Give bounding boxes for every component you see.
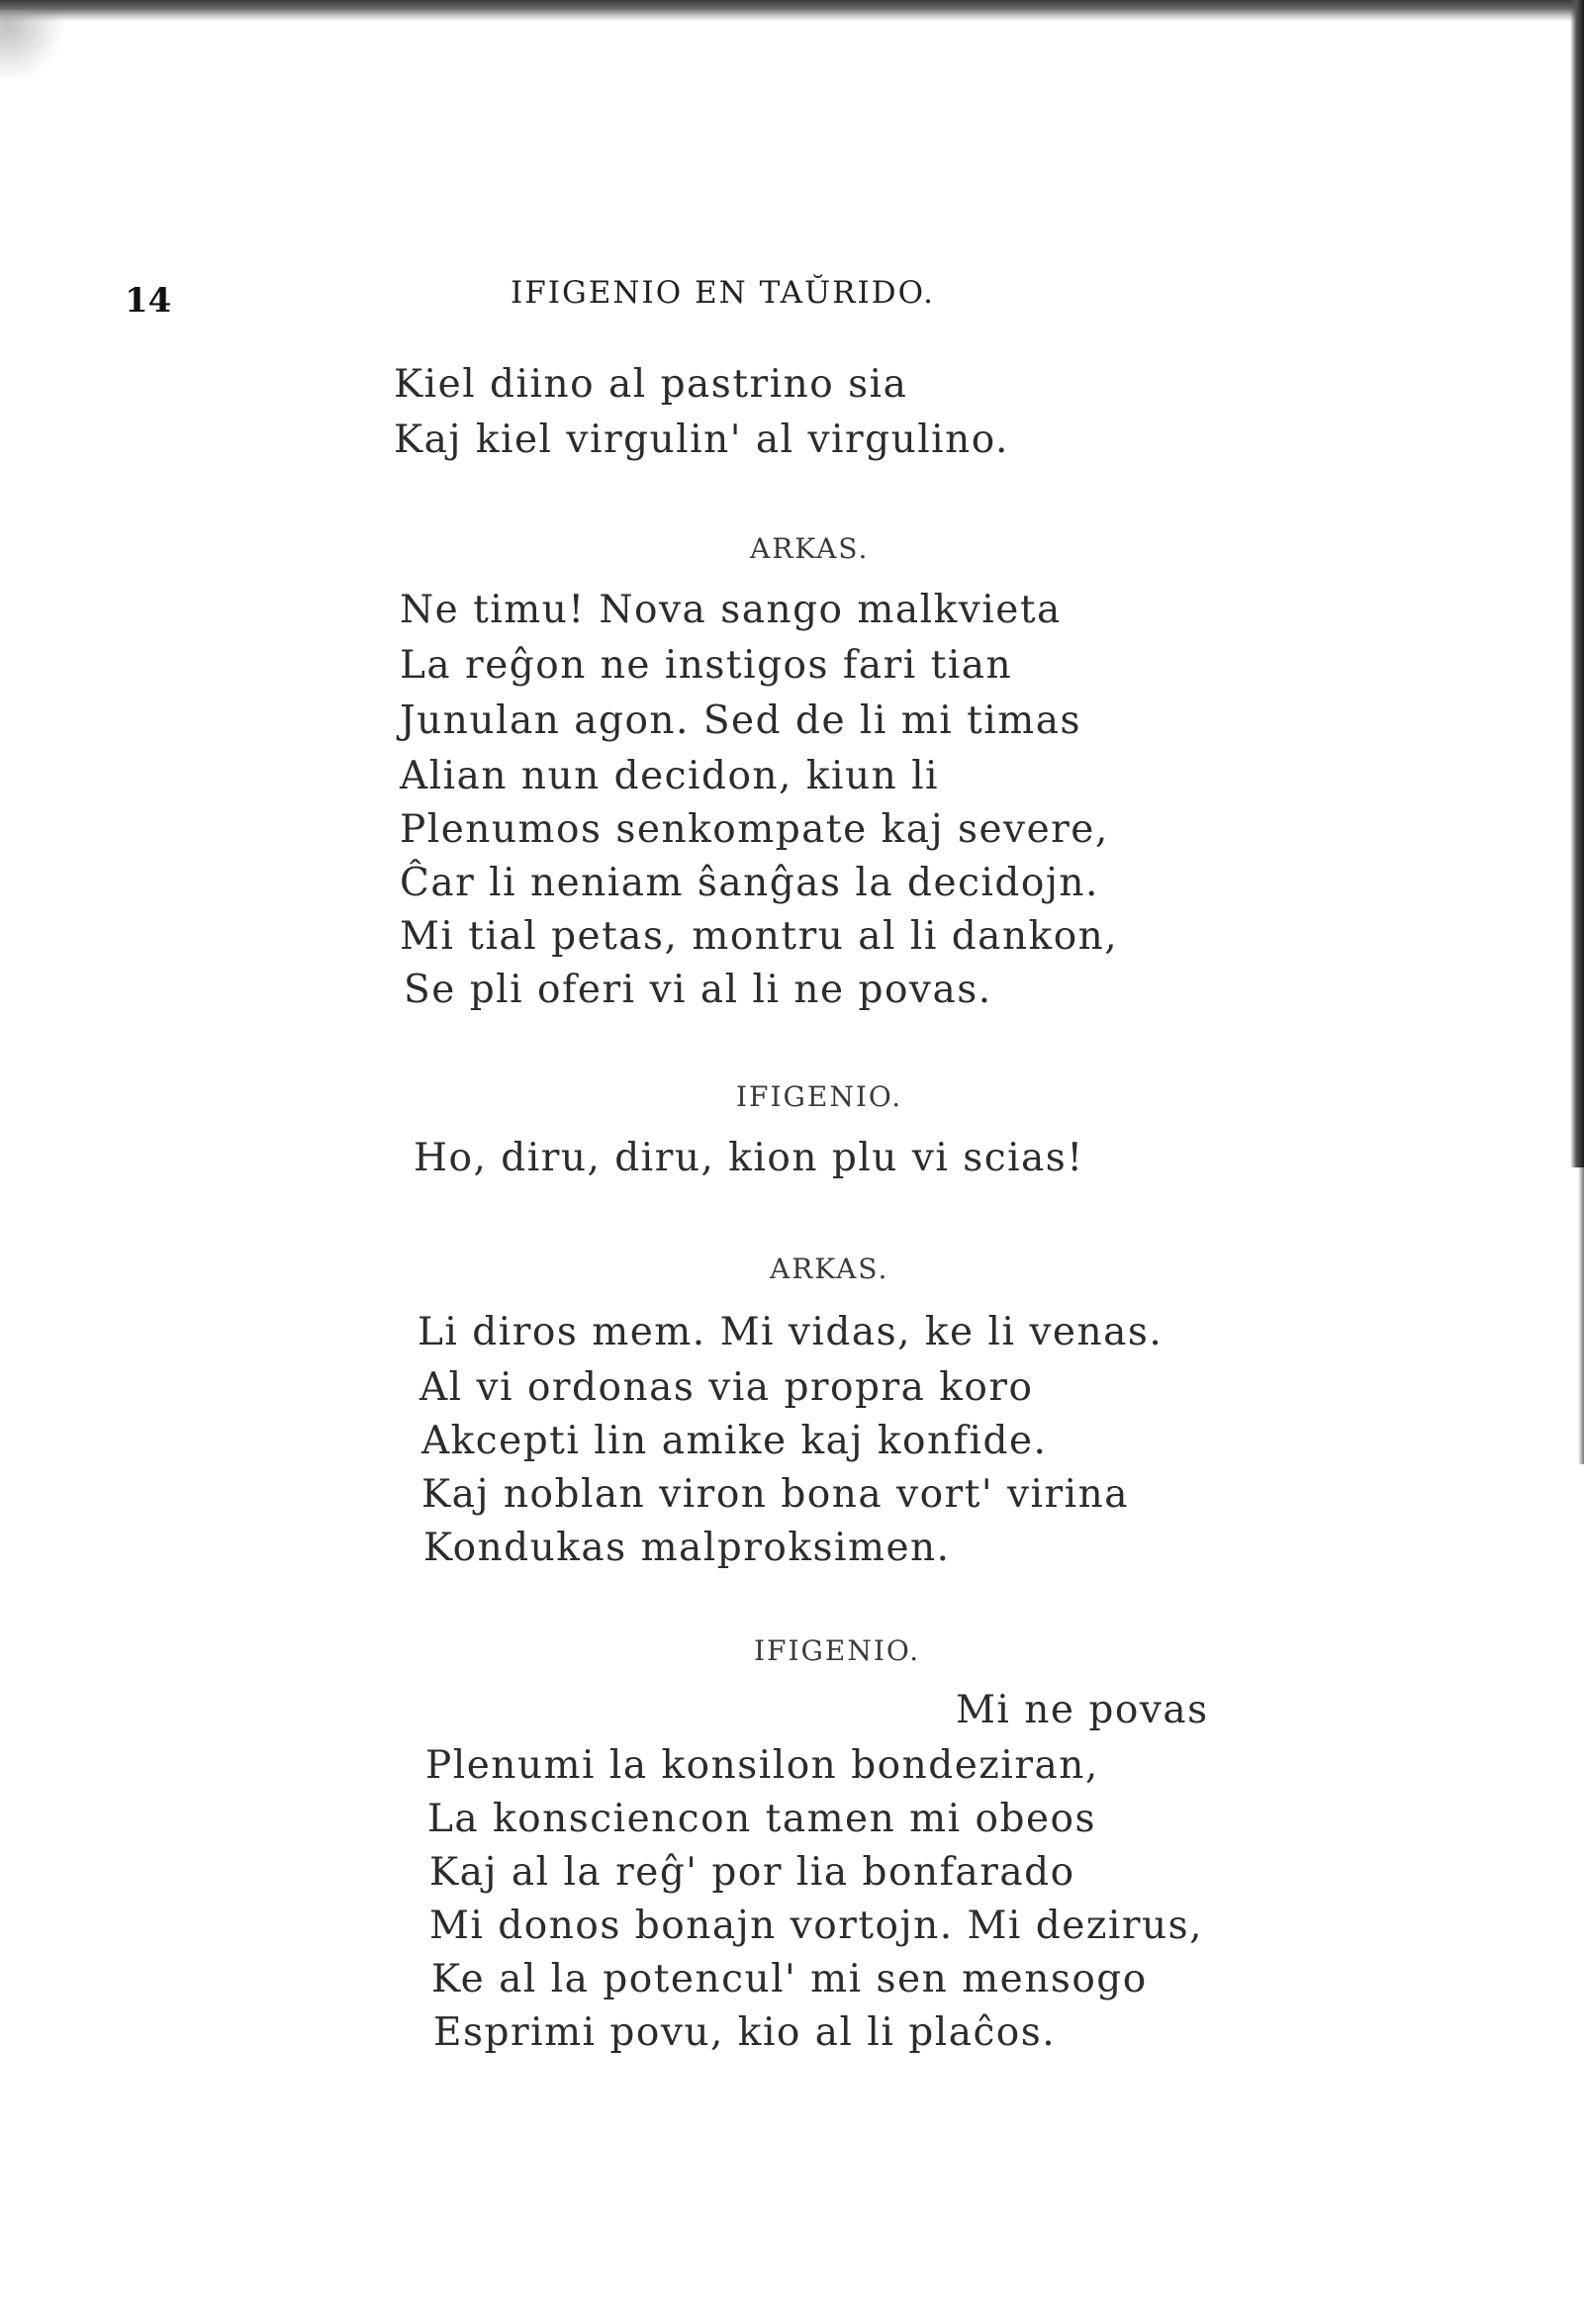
- verse-line: Se pli oferi vi al li ne povas.: [404, 968, 992, 1012]
- verse-line: Plenumi la konsilon bondeziran,: [425, 1743, 1099, 1788]
- verse-line: Kondukas malproksimen.: [423, 1526, 951, 1570]
- page-top-scan-edge: [0, 0, 1584, 22]
- verse-line: Kaj noblan viron bona vort' virina: [421, 1472, 1129, 1517]
- scan-corner-smudge: [0, 10, 69, 79]
- verse-line: Ne timu! Nova sango malkvieta: [400, 588, 1062, 632]
- page-right-scan-edge-lower: [1578, 1167, 1584, 1464]
- speaker-name: ARKAS.: [750, 532, 870, 565]
- verse-line: La reĝon ne instigos fari tian: [400, 643, 1013, 688]
- page-right-scan-edge: [1570, 0, 1584, 1167]
- verse-line-indented: Mi ne povas: [956, 1688, 1209, 1732]
- verse-line: Ke al la potencul' mi sen mensogo: [431, 1957, 1148, 2001]
- speaker-name: ARKAS.: [770, 1253, 889, 1285]
- verse-line: Alian nun decidon, kiun li: [400, 754, 940, 798]
- verse-line: Ho, diru, diru, kion plu vi scias!: [414, 1136, 1084, 1180]
- running-head: IFIGENIO EN TAŬRIDO.: [511, 275, 936, 311]
- verse-line: Kaj al la reĝ' por lia bonfarado: [429, 1850, 1075, 1895]
- verse-line: Ĉar li neniam ŝanĝas la decidojn.: [400, 861, 1099, 905]
- verse-line: Mi donos bonajn vortojn. Mi dezirus,: [429, 1904, 1204, 1948]
- verse-line: Plenumos senkompate kaj severe,: [400, 807, 1109, 852]
- verse-line: Akcepti lin amike kaj konfide.: [421, 1419, 1048, 1463]
- verse-line: La konsciencon tamen mi obeos: [427, 1797, 1097, 1841]
- verse-line: Li diros mem. Mi vidas, ke li venas.: [418, 1310, 1164, 1354]
- page-number: 14: [125, 281, 172, 321]
- speaker-name: IFIGENIO.: [754, 1634, 921, 1667]
- speaker-name: IFIGENIO.: [736, 1080, 903, 1113]
- verse-line: Al vi ordonas via propra koro: [419, 1365, 1034, 1410]
- verse-line: Esprimi povu, kio al li plaĉos.: [433, 2010, 1057, 2055]
- verse-line: Mi tial petas, montru al li dankon,: [400, 914, 1119, 959]
- verse-line: Kiel diino al pastrino sia: [394, 362, 908, 407]
- verse-line: Kaj kiel virgulin' al virgulino.: [394, 418, 1009, 462]
- verse-line: Junulan agon. Sed de li mi timas: [400, 698, 1082, 743]
